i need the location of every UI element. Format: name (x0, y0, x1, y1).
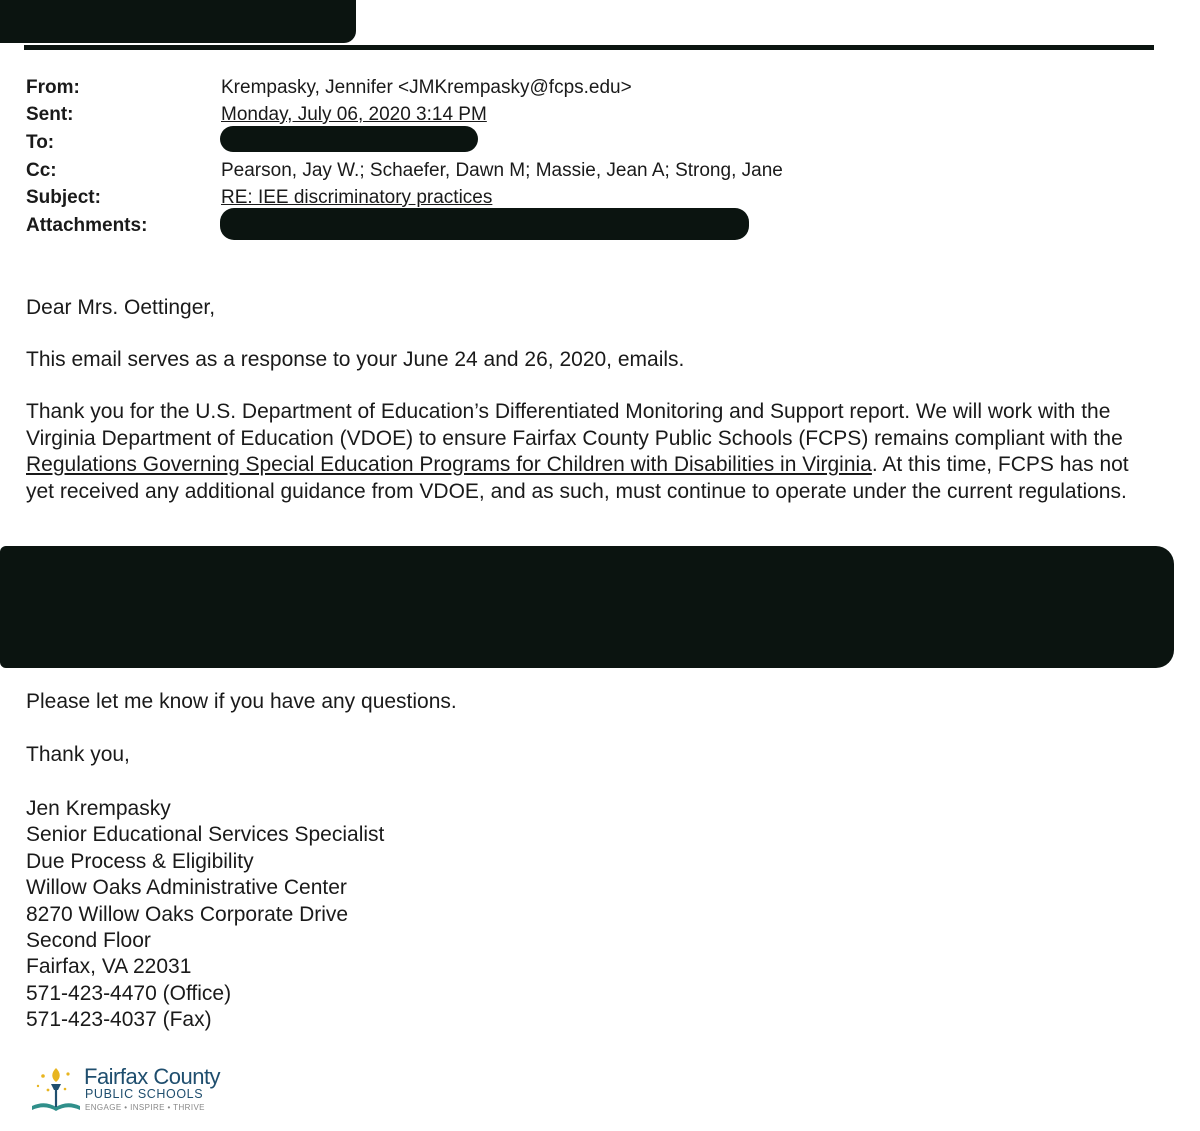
to-label: To: (26, 132, 55, 153)
signature-title: Senior Educational Services Specialist (26, 823, 385, 847)
redaction-bar-top (0, 0, 356, 43)
signature-street: 8270 Willow Oaks Corporate Drive (26, 902, 349, 926)
sent-label: Sent: (26, 104, 74, 125)
signature-fax: 571-423-4037 (Fax) (26, 1008, 212, 1032)
redaction-attachments (220, 208, 749, 240)
from-label: From: (26, 77, 80, 98)
regulations-paragraph (26, 399, 1156, 505)
signature-department: Due Process & Eligibility (26, 849, 254, 873)
response-line: This email serves as a response to your June 24 and 26, 2020, emails. (26, 348, 685, 371)
regulations-link[interactable]: Regulations Governing Special Education Programs for Children with Disabilities in Virginia (26, 453, 872, 476)
cc-value: Pearson, Jay W.; Schaefer, Dawn M; Massie, Jean A; Strong, Jane (221, 160, 783, 181)
questions-line: Please let me know if you have any questions. (26, 690, 457, 713)
attachments-label: Attachments: (26, 215, 148, 236)
closing-line: Thank you, (26, 743, 130, 766)
logo-subtitle: PUBLIC SCHOOLS (85, 1087, 204, 1101)
subject-label: Subject: (26, 187, 101, 208)
paragraph-text-start: Thank you for the U.S. Department of Education’s Differentiated Monitoring and Support report. We will work with the Virginia Department of Education (VDOE) to ensure Fairfax County Public Schools (FCPS) remains compliant with the (26, 400, 1123, 450)
signature-office-phone: 571-423-4470 (Office) (26, 981, 232, 1005)
sent-value: Monday, July 06, 2020 3:14 PM (221, 104, 487, 125)
signature-floor: Second Floor (26, 929, 151, 953)
fcps-logo (28, 1064, 238, 1116)
subject-value: RE: IEE discriminatory practices (221, 187, 493, 208)
logo-tagline: ENGAGE • INSPIRE • THRIVE (85, 1103, 205, 1112)
paragraph-text-end: . At this time, FCPS has not yet received any additional guidance from VDOE, and as such, must continue to operate under the current regulations. (26, 453, 1129, 503)
signature-name: Jen Krempasky (26, 797, 171, 820)
signature-building: Willow Oaks Administrative Center (26, 876, 347, 900)
cc-label: Cc: (26, 160, 57, 181)
signature-block (26, 796, 384, 1034)
book-torch-icon (28, 1064, 84, 1114)
redaction-to (220, 126, 478, 152)
greeting: Dear Mrs. Oettinger, (26, 296, 216, 319)
redaction-block-body (0, 546, 1174, 668)
header-rule (24, 45, 1154, 50)
from-value: Krempasky, Jennifer <JMKrempasky@fcps.edu> (221, 77, 632, 98)
logo-name: Fairfax County (84, 1064, 221, 1089)
signature-city: Fairfax, VA 22031 (26, 955, 192, 979)
